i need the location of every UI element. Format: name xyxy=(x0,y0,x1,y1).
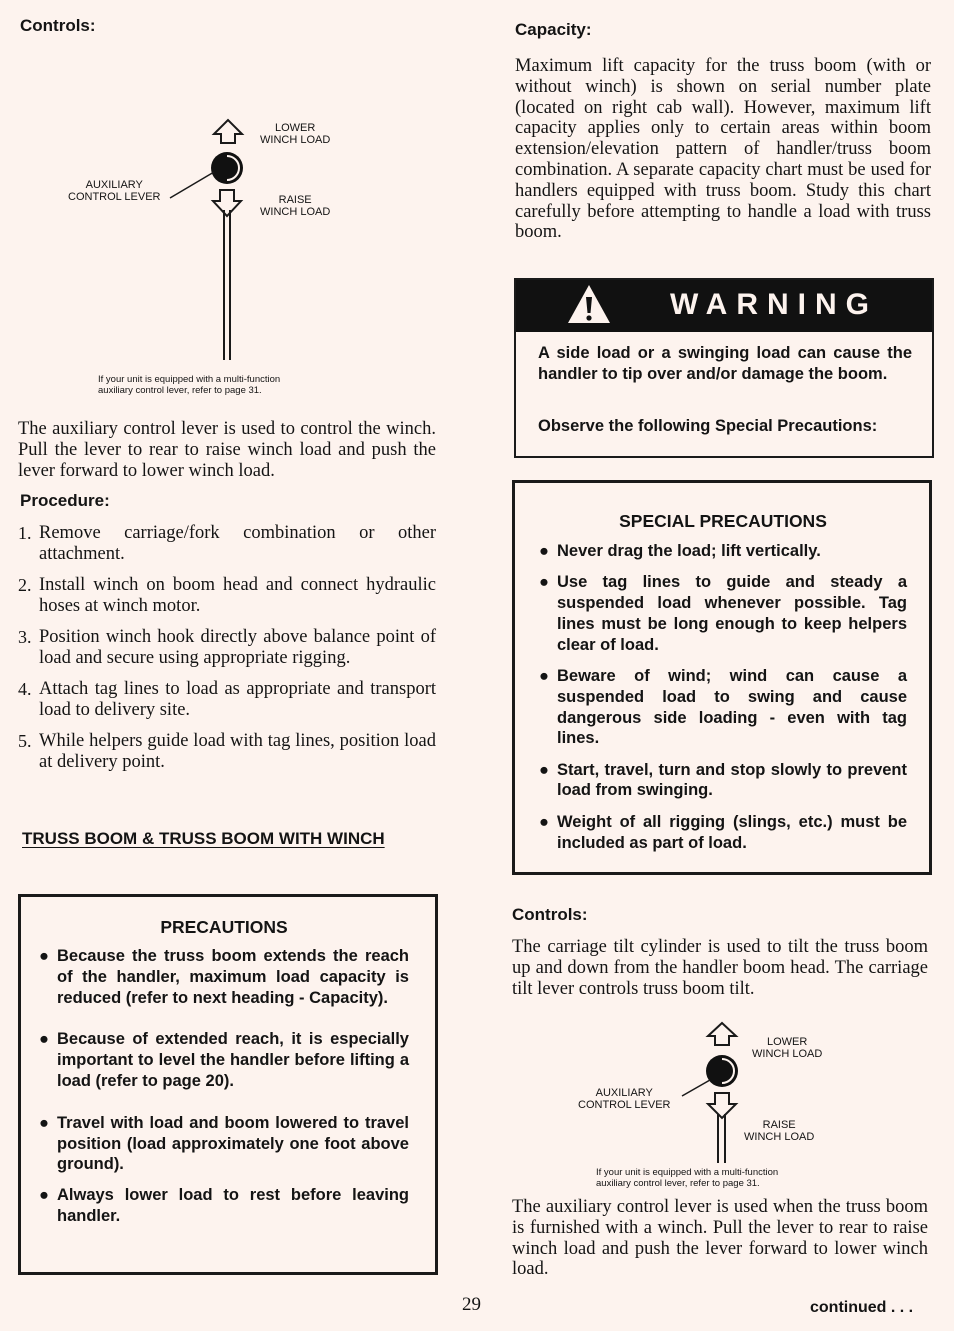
procedure-step: 3. Position winch hook directly above balance point of load and secure using appropriate rigging. xyxy=(18,627,436,668)
raise-winch-load-label: RAISE WINCH LOAD xyxy=(260,194,331,218)
multi-function-note-right: If your unit is equipped with a multi-function auxiliary control lever, refer to page 31. xyxy=(596,1167,779,1189)
truss-boom-section-title: TRUSS BOOM & TRUSS BOOM WITH WINCH xyxy=(22,829,385,848)
special-precautions-title: SPECIAL PRECAUTIONS xyxy=(619,511,827,531)
up-arrow-icon xyxy=(708,1023,736,1045)
lever-diagram-graphic xyxy=(18,110,438,370)
continued-label: continued . . . xyxy=(810,1299,914,1316)
observe-precautions-text: Observe the following Special Precautions: xyxy=(538,417,878,435)
precaution-item: ● Because of extended reach, it is especially important to level the handler before lifting a load (refer to page 20). xyxy=(39,1030,409,1090)
auxiliary-control-lever-label-right: AUXILIARY CONTROL LEVER xyxy=(578,1087,671,1111)
lower-winch-load-label: LOWER WINCH LOAD xyxy=(260,122,331,146)
procedure-list xyxy=(18,523,436,783)
raise-winch-load-label-right: RAISE WINCH LOAD xyxy=(744,1119,815,1143)
warning-word: WARNING xyxy=(670,288,878,321)
lever-diagram xyxy=(18,110,438,400)
special-precaution-item: ● Never drag the load; lift vertically. xyxy=(539,542,821,560)
auxiliary-lever-winch-text: The auxiliary control lever is used when the truss boom is furnished with a winch. Pull the lever to rear to raise winch load and push the lever forward to lower winch load. xyxy=(512,1197,928,1280)
auxiliary-control-lever-label: AUXILIARY CONTROL LEVER xyxy=(68,179,161,203)
page-number: 29 xyxy=(462,1294,481,1315)
special-precaution-item: ● Use tag lines to guide and steady a suspended load whenever possible. Tag lines must be long enough to keep helpers clear of load. xyxy=(539,573,907,654)
precaution-item: ● Because the truss boom extends the reach of the handler, maximum load capacity is reduced (refer to next heading - Capacity). xyxy=(39,947,409,1007)
controls-heading: Controls: xyxy=(20,16,96,35)
precautions-list xyxy=(39,946,409,1227)
warning-header-bar xyxy=(516,280,932,332)
down-arrow-icon xyxy=(708,1093,736,1118)
precaution-item: ● Always lower load to rest before leaving handler. xyxy=(39,1186,409,1225)
procedure-step: 4. Attach tag lines to load as appropriate and transport load to delivery site. xyxy=(18,679,436,721)
special-precaution-item: ● Start, travel, turn and stop slowly to prevent load from swinging. xyxy=(539,760,907,800)
up-arrow-icon xyxy=(214,120,242,143)
controls-heading-right: Controls: xyxy=(512,905,588,924)
lower-winch-load-label-right: LOWER WINCH LOAD xyxy=(752,1036,823,1060)
procedure-heading: Procedure: xyxy=(20,491,110,510)
capacity-text: Maximum lift capacity for the truss boom (with or without winch) is shown on serial number plate (located on right cab wall). However, maximum lift capacity applies only to certain areas within boom extension/elevation pattern of handler/truss boom combination. A separate capacity chart must be used for handlers equipped with truss boom. Study this chart carefully before attempting to handle a load with truss boom. xyxy=(515,56,931,243)
capacity-heading: Capacity: xyxy=(515,20,592,39)
precautions-title: PRECAUTIONS xyxy=(160,917,288,937)
special-precautions-box xyxy=(512,480,932,875)
procedure-step: 2. Install winch on boom head and connect hydraulic hoses at winch motor. xyxy=(18,575,436,616)
lever-diagram-right-graphic xyxy=(512,1018,932,1168)
warning-text: A side load or a swinging load can cause the handler to tip over and/or damage the boom. xyxy=(538,344,912,383)
procedure-step: 5. While helpers guide load with tag lines, position load at delivery point. xyxy=(18,731,436,773)
carriage-tilt-text: The carriage tilt cylinder is used to tilt the truss boom up and down from the handler boom head. The carriage tilt lever controls truss boom tilt. xyxy=(512,937,928,999)
warning-triangle-icon xyxy=(566,282,612,326)
lever-diagram-right xyxy=(512,1018,932,1198)
down-arrow-icon xyxy=(213,190,241,216)
precaution-item: ● Travel with load and boom lowered to travel position (load approximately one foot above ground). xyxy=(39,1113,409,1174)
warning-box xyxy=(514,278,934,458)
special-precaution-item: ● Weight of all rigging (slings, etc.) must be included as part of load. xyxy=(539,812,907,852)
multi-function-note: If your unit is equipped with a multi-function auxiliary control lever, refer to page 31. xyxy=(98,374,281,396)
special-precaution-item: ● Beware of wind; wind can cause a suspended load to swing and cause dangerous side loading - even with tag lines. xyxy=(539,666,907,748)
procedure-step: 1. Remove carriage/fork combination or other attachment. xyxy=(18,523,436,564)
special-precautions-list xyxy=(539,541,907,853)
precautions-box xyxy=(18,894,438,1275)
auxiliary-lever-description: The auxiliary control lever is used to control the winch. Pull the lever to rear to raise winch load and push the lever forward to lower winch load. xyxy=(18,419,436,481)
